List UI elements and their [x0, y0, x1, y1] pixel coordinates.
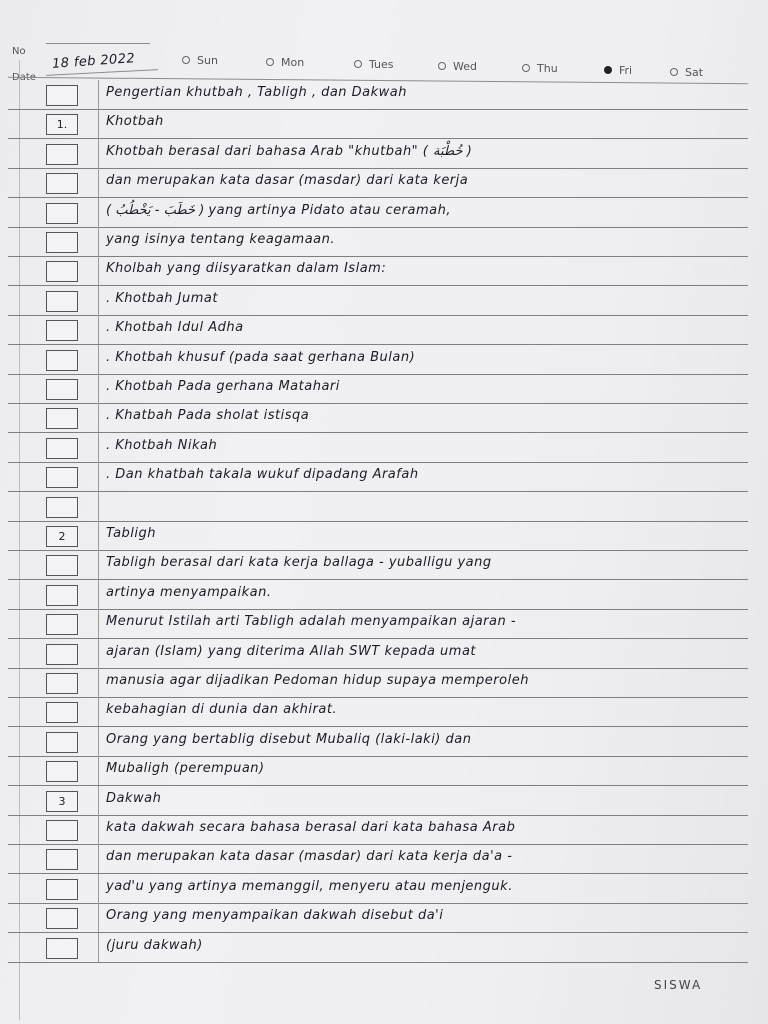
column-divider [98, 786, 99, 815]
handwritten-text: . Khotbah Nikah [106, 437, 218, 453]
note-line [8, 198, 748, 228]
checkbox-square [46, 879, 78, 900]
checkbox-square [46, 732, 78, 753]
day-label: Tues [369, 58, 394, 71]
column-divider [98, 286, 99, 315]
column-divider [98, 697, 99, 726]
column-divider [98, 609, 99, 638]
line-number [47, 645, 77, 664]
column-divider [98, 109, 99, 138]
line-number [47, 292, 77, 311]
day-label: Wed [453, 60, 477, 73]
line-number [47, 380, 77, 399]
no-line [46, 43, 150, 44]
checkbox-square [46, 702, 78, 723]
line-number [47, 145, 77, 164]
column-divider [98, 345, 99, 374]
day-label: Fri [619, 64, 633, 77]
empty-dot-icon [670, 68, 678, 76]
note-line [8, 462, 748, 492]
column-divider [98, 462, 99, 491]
day-option-fri [604, 64, 632, 77]
note-line [8, 815, 748, 845]
checkbox-square [46, 232, 78, 253]
note-line [8, 697, 748, 727]
handwritten-text: . Khotbah Pada gerhana Matahari [106, 379, 340, 394]
handwritten-text: (juru dakwah) [106, 937, 203, 953]
day-label: Sat [685, 66, 704, 79]
note-line [8, 139, 748, 169]
handwritten-text: yang isinya tentang keagamaan. [106, 232, 336, 247]
column-divider [98, 256, 99, 285]
handwritten-text: artinya menyampaikan. [106, 584, 272, 600]
note-line [8, 286, 748, 316]
note-line [8, 227, 748, 257]
checkbox-square [46, 320, 78, 341]
empty-dot-icon [266, 58, 274, 66]
day-option-wed [438, 60, 477, 73]
line-number [47, 468, 77, 487]
note-line [8, 109, 748, 139]
line-number [47, 615, 77, 634]
column-divider [98, 168, 99, 197]
empty-dot-icon [354, 60, 362, 68]
note-line [8, 550, 748, 580]
column-divider [98, 727, 99, 756]
note-line [8, 727, 748, 757]
note-line [8, 403, 748, 433]
handwritten-text: dan merupakan kata dasar (masdar) dari kata kerja [106, 173, 469, 189]
line-number [47, 409, 77, 428]
line-number [47, 703, 77, 722]
note-line [8, 521, 748, 551]
line-number [47, 262, 77, 281]
note-line [8, 580, 748, 610]
handwritten-text: Tabligh berasal dari kata kerja ballaga - yuballigu yang [106, 555, 492, 571]
handwritten-text: manusia agar dijadikan Pedoman hidup supaya memperoleh [106, 673, 529, 688]
checkbox-square [46, 350, 78, 371]
empty-dot-icon [522, 64, 530, 72]
column-divider [98, 639, 99, 668]
line-number [47, 733, 77, 752]
line-number: 3 [58, 794, 66, 808]
line-number: 1. [56, 118, 68, 132]
column-divider [98, 903, 99, 932]
handwritten-text: . Dan khatbah takala wukuf dipadang Arafah [106, 467, 419, 483]
line-number [47, 351, 77, 370]
note-line [8, 756, 748, 786]
handwritten-text: Menurut Istilah arti Tabligh adalah menyampaikan ajaran - [106, 614, 517, 630]
handwritten-text: Mubaligh (perempuan) [106, 761, 265, 777]
line-number [47, 498, 77, 517]
line-number [47, 939, 77, 958]
note-line [8, 374, 748, 404]
note-line [8, 639, 748, 669]
column-divider [98, 433, 99, 462]
line-number [47, 850, 77, 869]
empty-dot-icon [438, 62, 446, 70]
handwritten-text: kebahagian di dunia dan akhirat. [106, 702, 338, 718]
checkbox-square [46, 761, 78, 782]
line-number [47, 174, 77, 193]
checkbox-square [46, 173, 78, 194]
column-divider [98, 844, 99, 873]
note-line [8, 668, 748, 698]
checkbox-square [46, 467, 78, 488]
day-option-thu [522, 62, 558, 75]
column-divider [98, 492, 99, 521]
note-line [8, 80, 748, 110]
checkbox-square [46, 114, 78, 135]
handwritten-text: . Khotbah Jumat [106, 290, 218, 306]
selected-dot-icon [604, 66, 612, 74]
column-divider [98, 815, 99, 844]
handwritten-text: kata dakwah secara bahasa berasal dari kata bahasa Arab [106, 820, 516, 835]
line-number [47, 321, 77, 340]
checkbox-square [46, 555, 78, 576]
note-line [8, 315, 748, 345]
day-option-sun [182, 54, 218, 67]
checkbox-square [46, 849, 78, 870]
column-divider [98, 139, 99, 168]
checkbox-square [46, 585, 78, 606]
checkbox-square [46, 908, 78, 929]
date-value: 18 feb 2022 [51, 51, 136, 72]
checkbox-square [46, 644, 78, 665]
note-line [8, 933, 748, 963]
note-line [8, 492, 748, 522]
line-number [47, 674, 77, 693]
column-divider [98, 403, 99, 432]
checkbox-square [46, 291, 78, 312]
no-label: No [12, 46, 26, 57]
handwritten-text: Orang yang bertablig disebut Mubaliq (laki-laki) dan [106, 731, 472, 747]
line-number [47, 204, 77, 223]
note-line [8, 903, 748, 933]
handwritten-text: dan merupakan kata dasar (masdar) dari kata kerja da'a - [106, 849, 513, 865]
line-number [47, 821, 77, 840]
handwritten-text: ajaran (Islam) yang diterima Allah SWT kepada umat [106, 643, 477, 659]
note-line [8, 786, 748, 816]
note-line [8, 345, 748, 375]
handwritten-text: Orang yang menyampaikan dakwah disebut da'i [106, 908, 444, 924]
checkbox-square [46, 261, 78, 282]
checkbox-square [46, 144, 78, 165]
column-divider [98, 80, 99, 109]
handwritten-text: Tabligh [106, 526, 157, 541]
handwritten-text: Dakwah [106, 790, 162, 806]
column-divider [98, 874, 99, 903]
checkbox-square [46, 85, 78, 106]
checkbox-square [46, 379, 78, 400]
line-number [47, 762, 77, 781]
checkbox-square [46, 938, 78, 959]
line-number [47, 556, 77, 575]
empty-dot-icon [182, 56, 190, 64]
day-option-tues [354, 58, 394, 71]
column-divider [98, 550, 99, 579]
column-divider [98, 198, 99, 227]
line-number [47, 439, 77, 458]
handwritten-text: . Khotbah khusuf (pada saat gerhana Bulan) [106, 349, 416, 365]
column-divider [98, 668, 99, 697]
handwritten-text: yad'u yang artinya memanggil, menyeru atau menjenguk. [106, 878, 513, 894]
checkbox-square [46, 673, 78, 694]
line-number [47, 880, 77, 899]
line-number [47, 586, 77, 605]
checkbox-square [46, 408, 78, 429]
handwritten-text: Pengertian khutbah , Tabligh , dan Dakwah [106, 85, 408, 100]
checkbox-square [46, 791, 78, 812]
checkbox-square [46, 438, 78, 459]
checkbox-square [46, 526, 78, 547]
note-line [8, 433, 748, 463]
line-number [47, 233, 77, 252]
column-divider [98, 756, 99, 785]
note-line [8, 256, 748, 286]
day-option-sat [670, 66, 703, 79]
line-number [47, 86, 77, 105]
note-line [8, 874, 748, 904]
checkbox-square [46, 497, 78, 518]
handwritten-text: ( خَطَبَ - يَخْطُبُ ) yang artinya Pidato atau ceramah, [106, 202, 451, 218]
checkbox-square [46, 614, 78, 635]
handwritten-text: . Khotbah Idul Adha [106, 320, 244, 336]
column-divider [98, 374, 99, 403]
column-divider [98, 227, 99, 256]
line-number [47, 909, 77, 928]
line-number: 2 [58, 530, 66, 543]
checkbox-square [46, 820, 78, 841]
handwritten-text: Khotbah berasal dari bahasa Arab "khutbah" ( خُطْبَة ) [106, 143, 473, 159]
column-divider [98, 933, 99, 962]
note-line [8, 609, 748, 639]
checkbox-square [46, 203, 78, 224]
column-divider [98, 521, 99, 550]
brand-mark: SISWA [654, 978, 703, 992]
day-label: Sun [197, 54, 218, 67]
handwritten-text: Khotbah [106, 114, 164, 130]
handwritten-text: Kholbah yang diisyaratkan dalam Islam: [106, 261, 387, 277]
day-label: Mon [281, 56, 305, 69]
column-divider [98, 315, 99, 344]
day-label: Thu [537, 62, 558, 75]
note-line [8, 844, 748, 874]
column-divider [98, 580, 99, 609]
handwritten-text: . Khatbah Pada sholat istisqa [106, 408, 310, 424]
day-option-mon [266, 56, 304, 69]
note-line [8, 168, 748, 198]
